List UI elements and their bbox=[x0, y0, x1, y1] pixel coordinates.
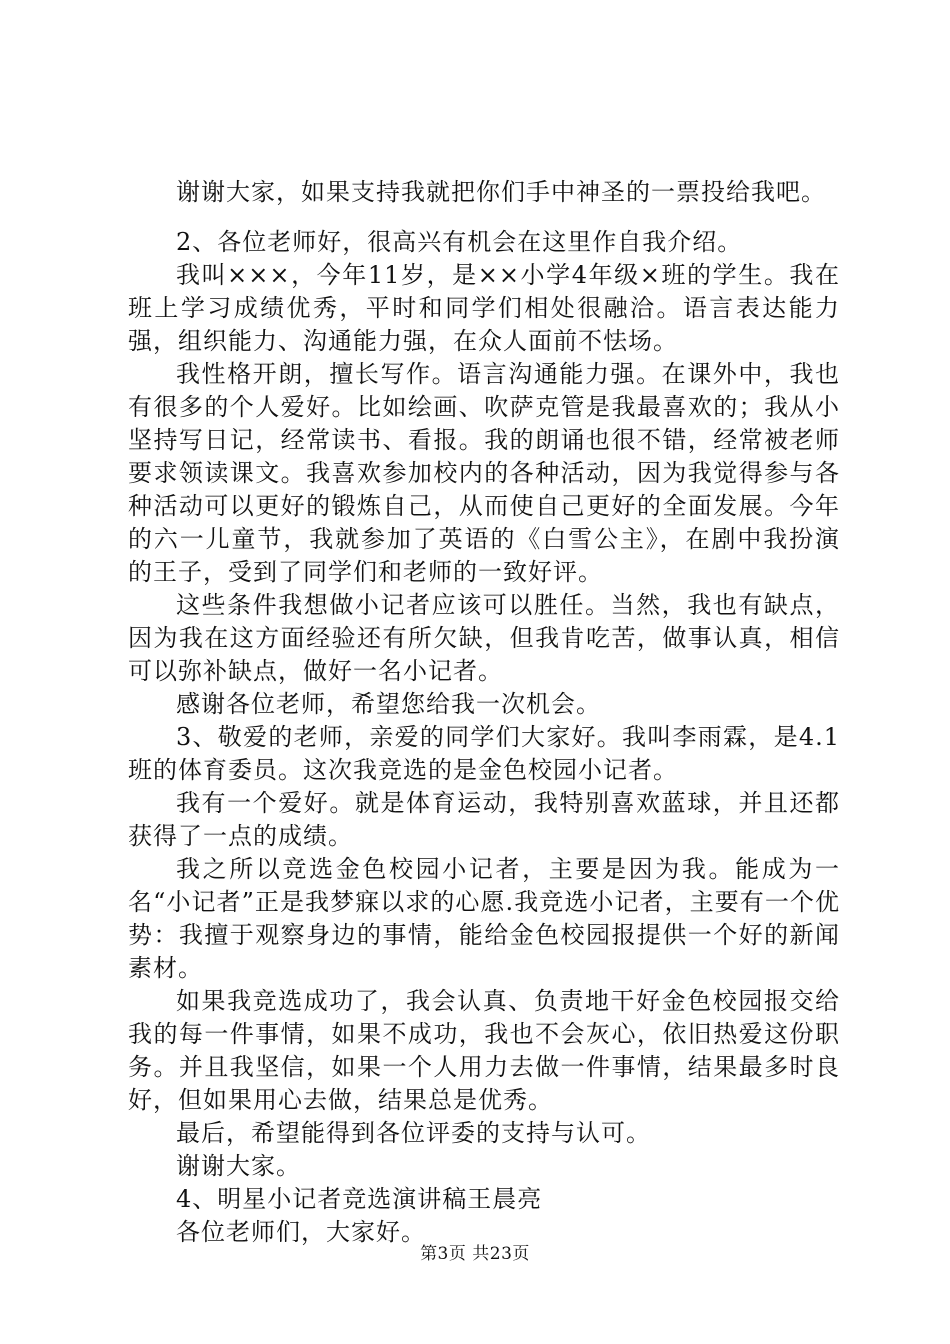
page-number-footer: 第3页 共23页 bbox=[420, 1244, 530, 1264]
paragraph-speech-3-thanks: 谢谢大家。 bbox=[176, 1152, 301, 1180]
paragraph-speech-3-finally: 最后，希望能得到各位评委的支持与认可。 bbox=[176, 1119, 651, 1147]
paragraph-closing-thanks: 谢谢大家，如果支持我就把你们手中神圣的一票投给我吧。 bbox=[176, 178, 826, 206]
paragraph-speech-3-intro: 3、敬爱的老师，亲爱的同学们大家好。我叫李雨霖，是4.1班的体育委员。这次我竞选的是金色校园小记者。 bbox=[128, 723, 840, 784]
document-body bbox=[128, 176, 840, 1249]
paragraph-speech-2-thanks: 感谢各位老师，希望您给我一次机会。 bbox=[176, 690, 601, 718]
paragraph-speech-2-hobbies: 我性格开朗，擅长写作。语言沟通能力强。在课外中，我也有很多的个人爱好。比如绘画、吹萨克管是我最喜欢的；我从小坚持写日记，经常读书、看报。我的朗诵也很不错，经常被老师要求领读课文。我喜欢参加校内的各种活动，因为我觉得参与各种活动可以更好的锻炼自己，从而使自己更好的全面发展。今年的六一儿童节，我就参加了英语的《白雪公主》，在剧中我扮演的王子，受到了同学们和老师的一致好评。 bbox=[128, 360, 840, 586]
paragraph-speech-3-hobby: 我有一个爱好。就是体育运动，我特别喜欢蓝球，并且还都获得了一点的成绩。 bbox=[128, 789, 840, 850]
paragraph-speech-4-greeting: 各位老师们，大家好。 bbox=[176, 1218, 426, 1246]
paragraph-speech-4-title: 4、明星小记者竞选演讲稿王晨亮 bbox=[176, 1185, 543, 1213]
paragraph-speech-2-self: 我叫×××，今年11岁，是××小学4年级×班的学生。我在班上学习成绩优秀，平时和同学们相处很融洽。语言表达能力强，组织能力、沟通能力强，在众人面前不怯场。 bbox=[128, 261, 840, 355]
paragraph-speech-2-intro: 2、各位老师好，很高兴有机会在这里作自我介绍。 bbox=[176, 228, 743, 256]
paragraph-speech-2-qualified: 这些条件我想做小记者应该可以胜任。当然，我也有缺点，因为我在这方面经验还有所欠缺，但我肯吃苦，做事认真，相信可以弥补缺点，做好一名小记者。 bbox=[128, 591, 840, 685]
paragraph-speech-3-promise: 如果我竞选成功了，我会认真、负责地干好金色校园报交给我的每一件事情，如果不成功，我也不会灰心，依旧热爱这份职务。并且我坚信，如果一个人用力去做一件事情，结果最多时良好，但如果用心去做，结果总是优秀。 bbox=[128, 987, 840, 1114]
paragraph-speech-3-reason: 我之所以竞选金色校园小记者，主要是因为我。能成为一名“小记者”正是我梦寐以求的心愿.我竞选小记者，主要有一个优势：我擅于观察身边的事情，能给金色校园报提供一个好的新闻素材。 bbox=[128, 855, 840, 982]
